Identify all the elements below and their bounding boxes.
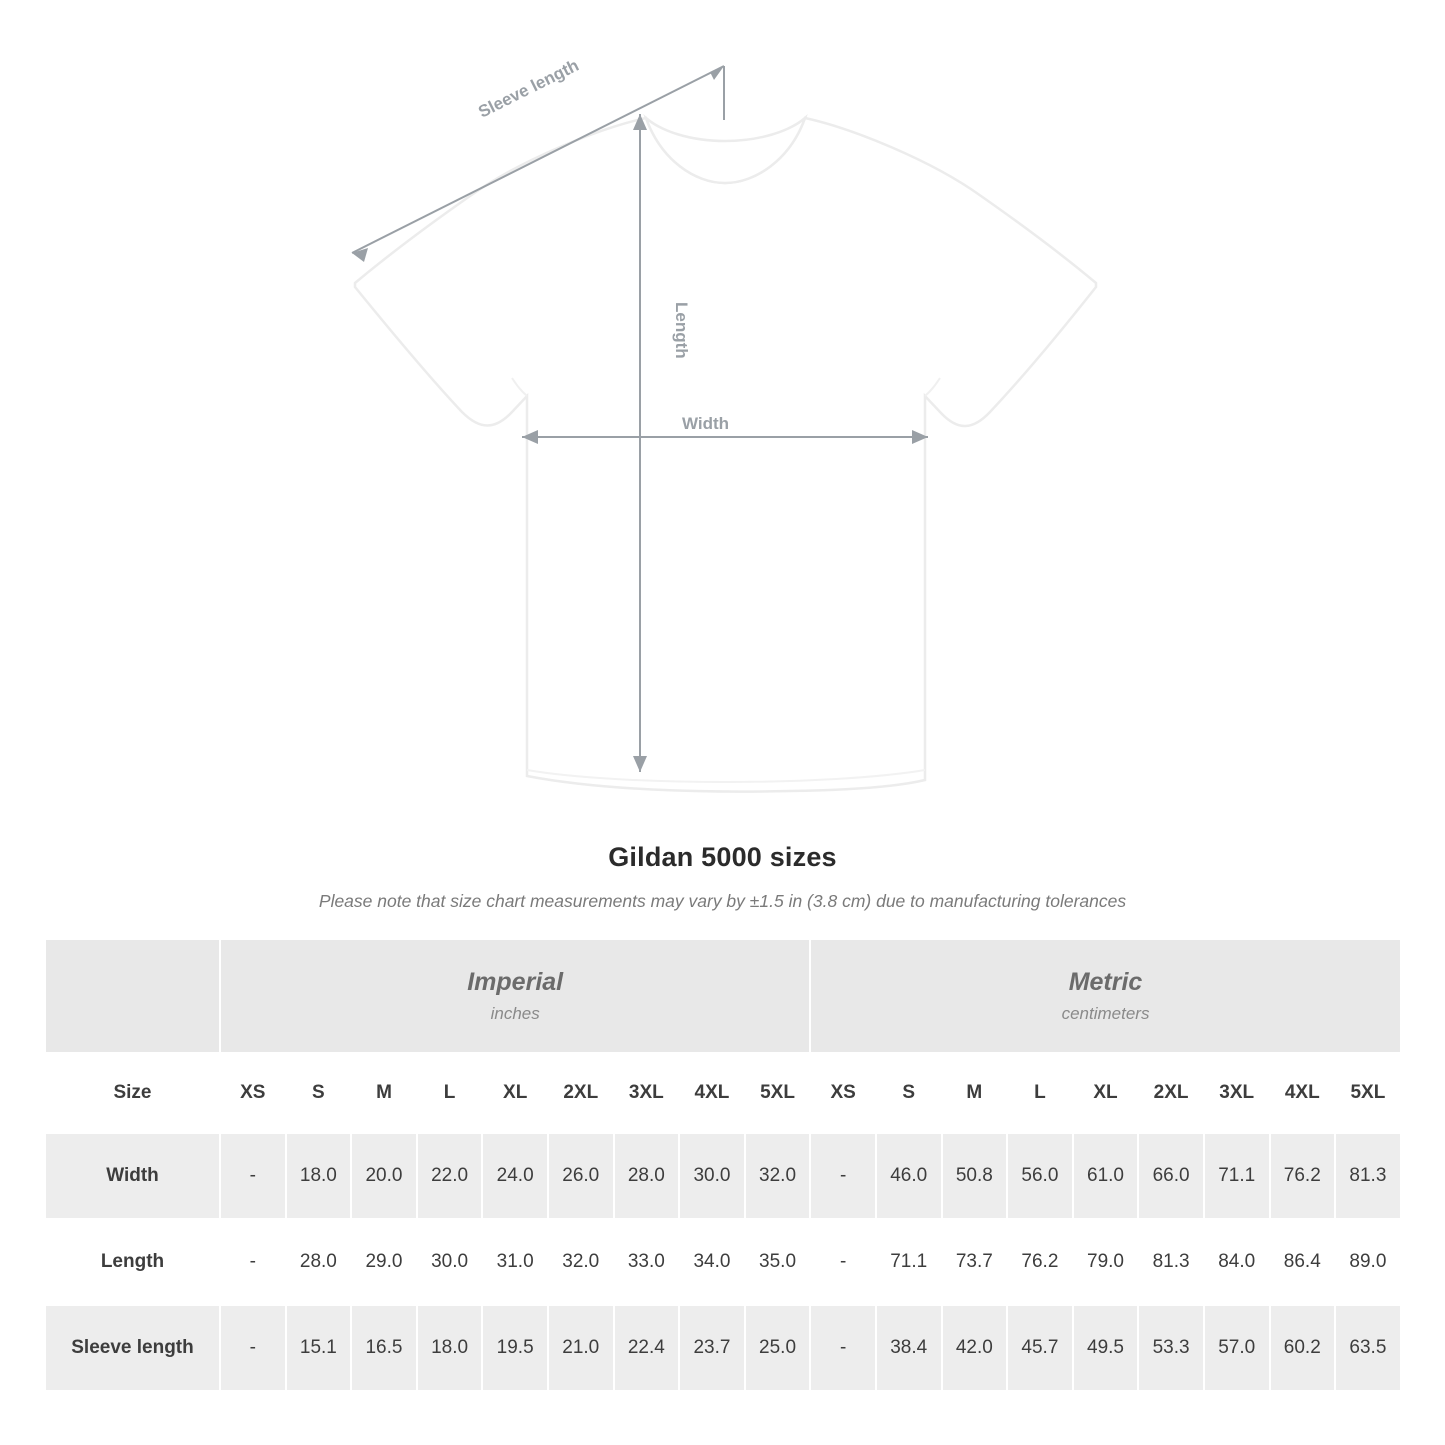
table-row bbox=[45, 1133, 1401, 1219]
cell: 86.4 bbox=[1270, 1219, 1336, 1305]
unit-name-metric: Metric bbox=[1068, 968, 1143, 996]
cell: 30.0 bbox=[679, 1133, 745, 1219]
size-col-9: XS bbox=[810, 1053, 876, 1133]
cell: 18.0 bbox=[417, 1305, 483, 1391]
cell: 28.0 bbox=[286, 1219, 352, 1305]
cell: 15.1 bbox=[286, 1305, 352, 1391]
cell: 24.0 bbox=[482, 1133, 548, 1219]
cell: 22.0 bbox=[417, 1133, 483, 1219]
size-col-2: M bbox=[351, 1053, 417, 1133]
size-col-3: L bbox=[417, 1053, 483, 1133]
cell: 19.5 bbox=[482, 1305, 548, 1391]
title-block bbox=[0, 842, 1445, 912]
cell: 71.1 bbox=[1204, 1133, 1270, 1219]
size-col-4: XL bbox=[482, 1053, 548, 1133]
size-col-0: XS bbox=[220, 1053, 286, 1133]
cell: 28.0 bbox=[614, 1133, 680, 1219]
cell: 66.0 bbox=[1138, 1133, 1204, 1219]
cell: 20.0 bbox=[351, 1133, 417, 1219]
length-label: Length bbox=[672, 302, 691, 359]
table-row bbox=[45, 1305, 1401, 1391]
cell: - bbox=[810, 1133, 876, 1219]
cell: 84.0 bbox=[1204, 1219, 1270, 1305]
cell: 30.0 bbox=[417, 1219, 483, 1305]
cell: 18.0 bbox=[286, 1133, 352, 1219]
cell: 32.0 bbox=[548, 1219, 614, 1305]
size-col-14: 2XL bbox=[1138, 1053, 1204, 1133]
cell: 73.7 bbox=[942, 1219, 1008, 1305]
cell: 23.7 bbox=[679, 1305, 745, 1391]
cell: 61.0 bbox=[1073, 1133, 1139, 1219]
cell: 79.0 bbox=[1073, 1219, 1139, 1305]
row-label-length: Length bbox=[45, 1219, 220, 1305]
cell: 35.0 bbox=[745, 1219, 811, 1305]
tolerance-note: Please note that size chart measurements may vary by ±1.5 in (3.8 cm) due to manufacturing tolerances bbox=[318, 891, 1127, 911]
unit-sub-metric: centimeters bbox=[1061, 1004, 1150, 1023]
size-header-label: Size bbox=[45, 1053, 220, 1133]
size-table-wrap bbox=[44, 938, 1401, 1392]
cell: 25.0 bbox=[745, 1305, 811, 1391]
cell: 63.5 bbox=[1335, 1305, 1401, 1391]
size-col-13: XL bbox=[1073, 1053, 1139, 1133]
cell: - bbox=[810, 1219, 876, 1305]
cell: 45.7 bbox=[1007, 1305, 1073, 1391]
cell: 89.0 bbox=[1335, 1219, 1401, 1305]
size-col-1: S bbox=[286, 1053, 352, 1133]
cell: 50.8 bbox=[942, 1133, 1008, 1219]
unit-group-metric bbox=[810, 939, 1400, 1053]
size-col-8: 5XL bbox=[745, 1053, 811, 1133]
cell: 42.0 bbox=[942, 1305, 1008, 1391]
width-label: Width bbox=[682, 414, 730, 433]
size-col-5: 2XL bbox=[548, 1053, 614, 1133]
row-label-width: Width bbox=[45, 1133, 220, 1219]
size-col-6: 3XL bbox=[614, 1053, 680, 1133]
cell: 46.0 bbox=[876, 1133, 942, 1219]
unit-header-blank bbox=[45, 939, 220, 1053]
unit-sub-imperial: inches bbox=[490, 1004, 540, 1023]
cell: 53.3 bbox=[1138, 1305, 1204, 1391]
size-col-15: 3XL bbox=[1204, 1053, 1270, 1133]
cell: 81.3 bbox=[1335, 1133, 1401, 1219]
cell: 76.2 bbox=[1007, 1219, 1073, 1305]
cell: - bbox=[220, 1305, 286, 1391]
size-col-11: M bbox=[942, 1053, 1008, 1133]
page-title: Gildan 5000 sizes bbox=[608, 842, 837, 872]
cell: - bbox=[220, 1133, 286, 1219]
cell: 34.0 bbox=[679, 1219, 745, 1305]
row-label-sleeve-length: Sleeve length bbox=[45, 1305, 220, 1391]
cell: 76.2 bbox=[1270, 1133, 1336, 1219]
size-col-17: 5XL bbox=[1335, 1053, 1401, 1133]
cell: 71.1 bbox=[876, 1219, 942, 1305]
cell: - bbox=[220, 1219, 286, 1305]
cell: 56.0 bbox=[1007, 1133, 1073, 1219]
cell: 22.4 bbox=[614, 1305, 680, 1391]
tshirt-shape bbox=[355, 118, 1096, 792]
cell: 31.0 bbox=[482, 1219, 548, 1305]
cell: 16.5 bbox=[351, 1305, 417, 1391]
size-col-7: 4XL bbox=[679, 1053, 745, 1133]
cell: 29.0 bbox=[351, 1219, 417, 1305]
cell: 32.0 bbox=[745, 1133, 811, 1219]
sleeve-length-label: Sleeve length bbox=[475, 55, 582, 122]
cell: 57.0 bbox=[1204, 1305, 1270, 1391]
table-row bbox=[45, 1219, 1401, 1305]
cell: 60.2 bbox=[1270, 1305, 1336, 1391]
unit-header-row bbox=[45, 939, 1401, 1053]
cell: 26.0 bbox=[548, 1133, 614, 1219]
cell: 81.3 bbox=[1138, 1219, 1204, 1305]
cell: 21.0 bbox=[548, 1305, 614, 1391]
cell: 38.4 bbox=[876, 1305, 942, 1391]
cell: - bbox=[810, 1305, 876, 1391]
cell: 33.0 bbox=[614, 1219, 680, 1305]
size-col-12: L bbox=[1007, 1053, 1073, 1133]
size-table bbox=[44, 938, 1402, 1392]
size-col-10: S bbox=[876, 1053, 942, 1133]
unit-name-imperial: Imperial bbox=[467, 968, 564, 996]
size-col-16: 4XL bbox=[1270, 1053, 1336, 1133]
cell: 49.5 bbox=[1073, 1305, 1139, 1391]
unit-group-imperial bbox=[220, 939, 810, 1053]
size-header-row bbox=[45, 1053, 1401, 1133]
